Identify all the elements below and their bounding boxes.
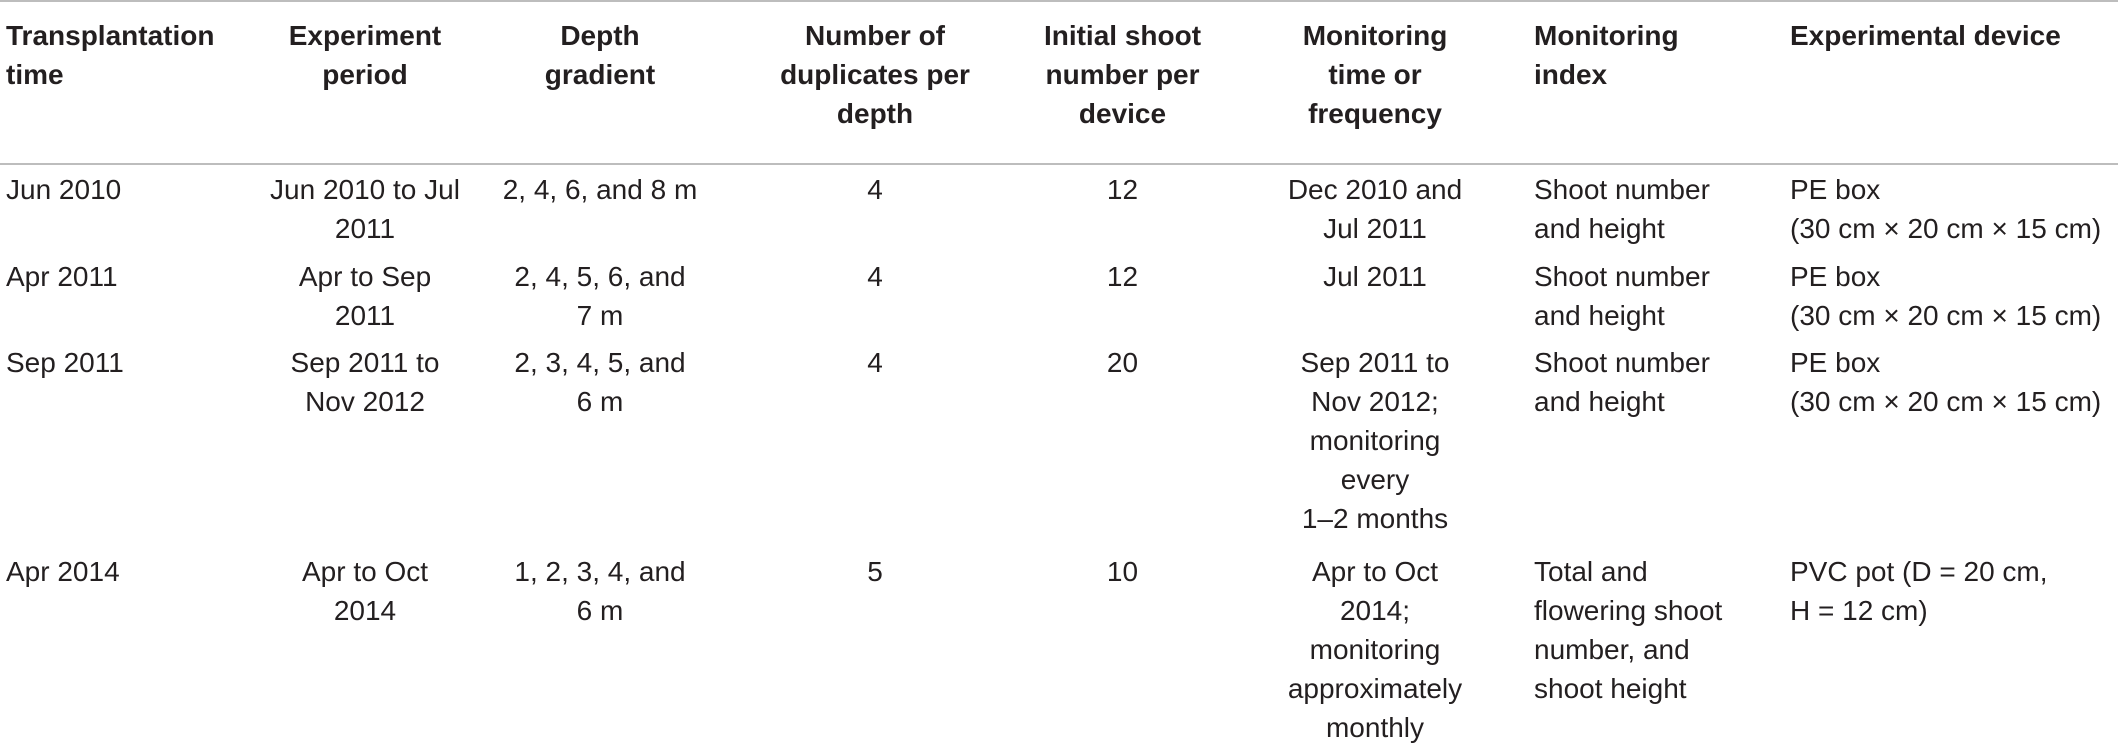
table-cell-transplantation-time [6,170,246,209]
table-top-rule [0,0,2118,2]
table-cell-experiment-period [250,257,480,335]
header-bottom-rule [0,163,2118,165]
column-header-experiment-period [250,16,480,94]
table-cell-monitoring-index-line: Shoot number [1534,347,1710,378]
table-cell-initial-shoot-number [1015,343,1230,382]
table-cell-experimental-device [1790,552,2116,630]
table-cell-monitoring-frequency [1255,257,1495,296]
column-header-initial-shoot-number-line: device [1078,98,1167,129]
column-header-transplantation-time [6,16,246,94]
column-header-initial-shoot-number-line: number per [1045,59,1200,90]
table-cell-duplicates-per-depth [760,257,990,296]
column-header-depth-gradient-line: Depth [560,20,640,51]
table-cell-experimental-device-line: H = 12 cm) [1790,595,1928,626]
table-cell-monitoring-index-line: number, and [1534,634,1690,665]
table-cell-monitoring-frequency [1255,552,1495,747]
column-header-depth-gradient-line: gradient [544,59,656,90]
table-cell-monitoring-index [1534,552,1784,708]
table-cell-initial-shoot-number [1015,170,1230,209]
column-header-depth-gradient [490,16,710,94]
table-cell-monitoring-frequency-line: every [1340,464,1410,495]
column-header-initial-shoot-number [1015,16,1230,133]
table-cell-monitoring-frequency-line: approximately [1287,673,1463,704]
column-header-monitoring-index-line: index [1534,59,1608,90]
table-cell-monitoring-index-line: Total and [1534,556,1648,587]
table-cell-initial-shoot-number [1015,257,1230,296]
column-header-monitoring-frequency-line: Monitoring [1302,20,1448,51]
table-cell-experimental-device-line: (30 cm × 20 cm × 15 cm) [1790,213,2102,244]
table-cell-initial-shoot-number-line: 20 [1106,347,1139,378]
table-cell-experimental-device-line: PE box [1790,261,1881,292]
table-cell-experiment-period-line: Jun 2010 to Jul [270,174,460,205]
table-cell-experiment-period-line: Apr to Sep [298,261,432,292]
table-cell-depth-gradient-line: 2, 4, 6, and 8 m [502,174,698,205]
table-cell-depth-gradient [490,170,710,209]
table-cell-monitoring-index [1534,257,1784,335]
table-cell-depth-gradient [490,552,710,630]
table-cell-depth-gradient-line: 2, 4, 5, 6, and [514,261,686,292]
table-cell-monitoring-frequency-line: monitoring [1309,634,1441,665]
table-cell-experiment-period-line: Apr to Oct [301,556,429,587]
table-cell-experimental-device-line: PE box [1790,174,1881,205]
table-cell-transplantation-time-line: Apr 2011 [6,261,118,292]
table-cell-monitoring-frequency-line: 2014; [1339,595,1411,626]
table-cell-duplicates-per-depth-line: 4 [867,261,883,292]
table-cell-monitoring-index-line: flowering shoot [1534,595,1723,626]
table-cell-transplantation-time-line: Jun 2010 [6,174,122,205]
table-cell-monitoring-frequency-line: Sep 2011 to [1300,347,1450,378]
table-cell-experiment-period [250,552,480,630]
table-cell-duplicates-per-depth-line: 4 [867,347,883,378]
column-header-monitoring-index-line: Monitoring [1534,20,1679,51]
table-cell-monitoring-index [1534,343,1784,421]
table-cell-transplantation-time [6,552,246,591]
column-header-monitoring-frequency-line: frequency [1308,98,1442,129]
table-cell-monitoring-frequency-line: Jul 2011 [1323,261,1427,292]
table-cell-experiment-period-line: 2011 [334,300,396,331]
column-header-duplicates-per-depth-line: depth [836,98,914,129]
column-header-duplicates-per-depth-line: Number of [805,20,945,51]
table-cell-monitoring-frequency-line: Dec 2010 and [1287,174,1463,205]
table-cell-experimental-device [1790,170,2116,248]
table-cell-monitoring-frequency-line: Nov 2012; [1311,386,1439,417]
table-cell-transplantation-time-line: Apr 2014 [6,556,120,587]
table-cell-experimental-device-line: PVC pot (D = 20 cm, [1790,556,2048,587]
table-cell-monitoring-index-line: shoot height [1534,673,1687,704]
table-cell-depth-gradient [490,257,710,335]
table-cell-monitoring-index-line: and height [1534,300,1665,331]
table-cell-monitoring-frequency-line: Jul 2011 [1323,213,1427,244]
table-cell-monitoring-index [1534,170,1784,248]
table-cell-experiment-period-line: 2014 [333,595,397,626]
table-cell-monitoring-frequency-line: 1–2 months [1301,503,1449,534]
column-header-monitoring-frequency [1255,16,1495,133]
column-header-duplicates-per-depth [760,16,990,133]
table-cell-transplantation-time [6,257,246,296]
table-cell-monitoring-frequency-line: monthly [1325,712,1425,743]
column-header-experimental-device [1790,16,2116,55]
table-cell-monitoring-frequency [1255,170,1495,248]
table-cell-initial-shoot-number-line: 10 [1106,556,1139,587]
table-cell-transplantation-time-line: Sep 2011 [6,347,124,378]
table-cell-duplicates-per-depth-line: 5 [867,556,883,587]
table-cell-monitoring-frequency-line: monitoring [1309,425,1441,456]
table-cell-initial-shoot-number-line: 12 [1106,261,1139,292]
table-cell-monitoring-index-line: Shoot number [1534,261,1710,292]
table-cell-depth-gradient-line: 6 m [576,595,624,626]
table-cell-duplicates-per-depth-line: 4 [867,174,883,205]
table-cell-depth-gradient-line: 1, 2, 3, 4, and [514,556,686,587]
column-header-transplantation-time-line: Transplantation [6,20,215,51]
table-cell-duplicates-per-depth [760,343,990,382]
table-cell-experimental-device-line: (30 cm × 20 cm × 15 cm) [1790,300,2102,331]
table-cell-monitoring-frequency [1255,343,1495,538]
column-header-duplicates-per-depth-line: duplicates per [780,59,970,90]
column-header-monitoring-index [1534,16,1784,94]
column-header-experiment-period-line: period [322,59,408,90]
table-cell-monitoring-frequency-line: Apr to Oct [1311,556,1439,587]
table-cell-experimental-device [1790,257,2116,335]
column-header-initial-shoot-number-line: Initial shoot [1043,20,1202,51]
column-header-transplantation-time-line: time [6,59,64,90]
table-cell-experimental-device [1790,343,2116,421]
table-cell-duplicates-per-depth [760,552,990,591]
table-cell-initial-shoot-number-line: 12 [1106,174,1139,205]
table-cell-depth-gradient [490,343,710,421]
column-header-experiment-period-line: Experiment [288,20,442,51]
table-cell-transplantation-time [6,343,246,382]
table-cell-duplicates-per-depth [760,170,990,209]
table-cell-experiment-period-line: 2011 [334,213,396,244]
table-cell-experimental-device-line: PE box [1790,347,1881,378]
column-header-monitoring-frequency-line: time or [1328,59,1422,90]
table-cell-experiment-period [250,343,480,421]
table-cell-monitoring-index-line: and height [1534,213,1665,244]
column-header-experimental-device-line: Experimental device [1790,20,2061,51]
table-cell-experiment-period-line: Sep 2011 to [290,347,440,378]
table-cell-monitoring-index-line: and height [1534,386,1665,417]
table-cell-depth-gradient-line: 7 m [576,300,624,331]
table-cell-monitoring-index-line: Shoot number [1534,174,1710,205]
table-cell-depth-gradient-line: 6 m [576,386,624,417]
table-cell-experiment-period-line: Nov 2012 [305,386,425,417]
table-cell-experimental-device-line: (30 cm × 20 cm × 15 cm) [1790,386,2102,417]
table-cell-depth-gradient-line: 2, 3, 4, 5, and [514,347,686,378]
table-cell-initial-shoot-number [1015,552,1230,591]
table-cell-experiment-period [250,170,480,248]
